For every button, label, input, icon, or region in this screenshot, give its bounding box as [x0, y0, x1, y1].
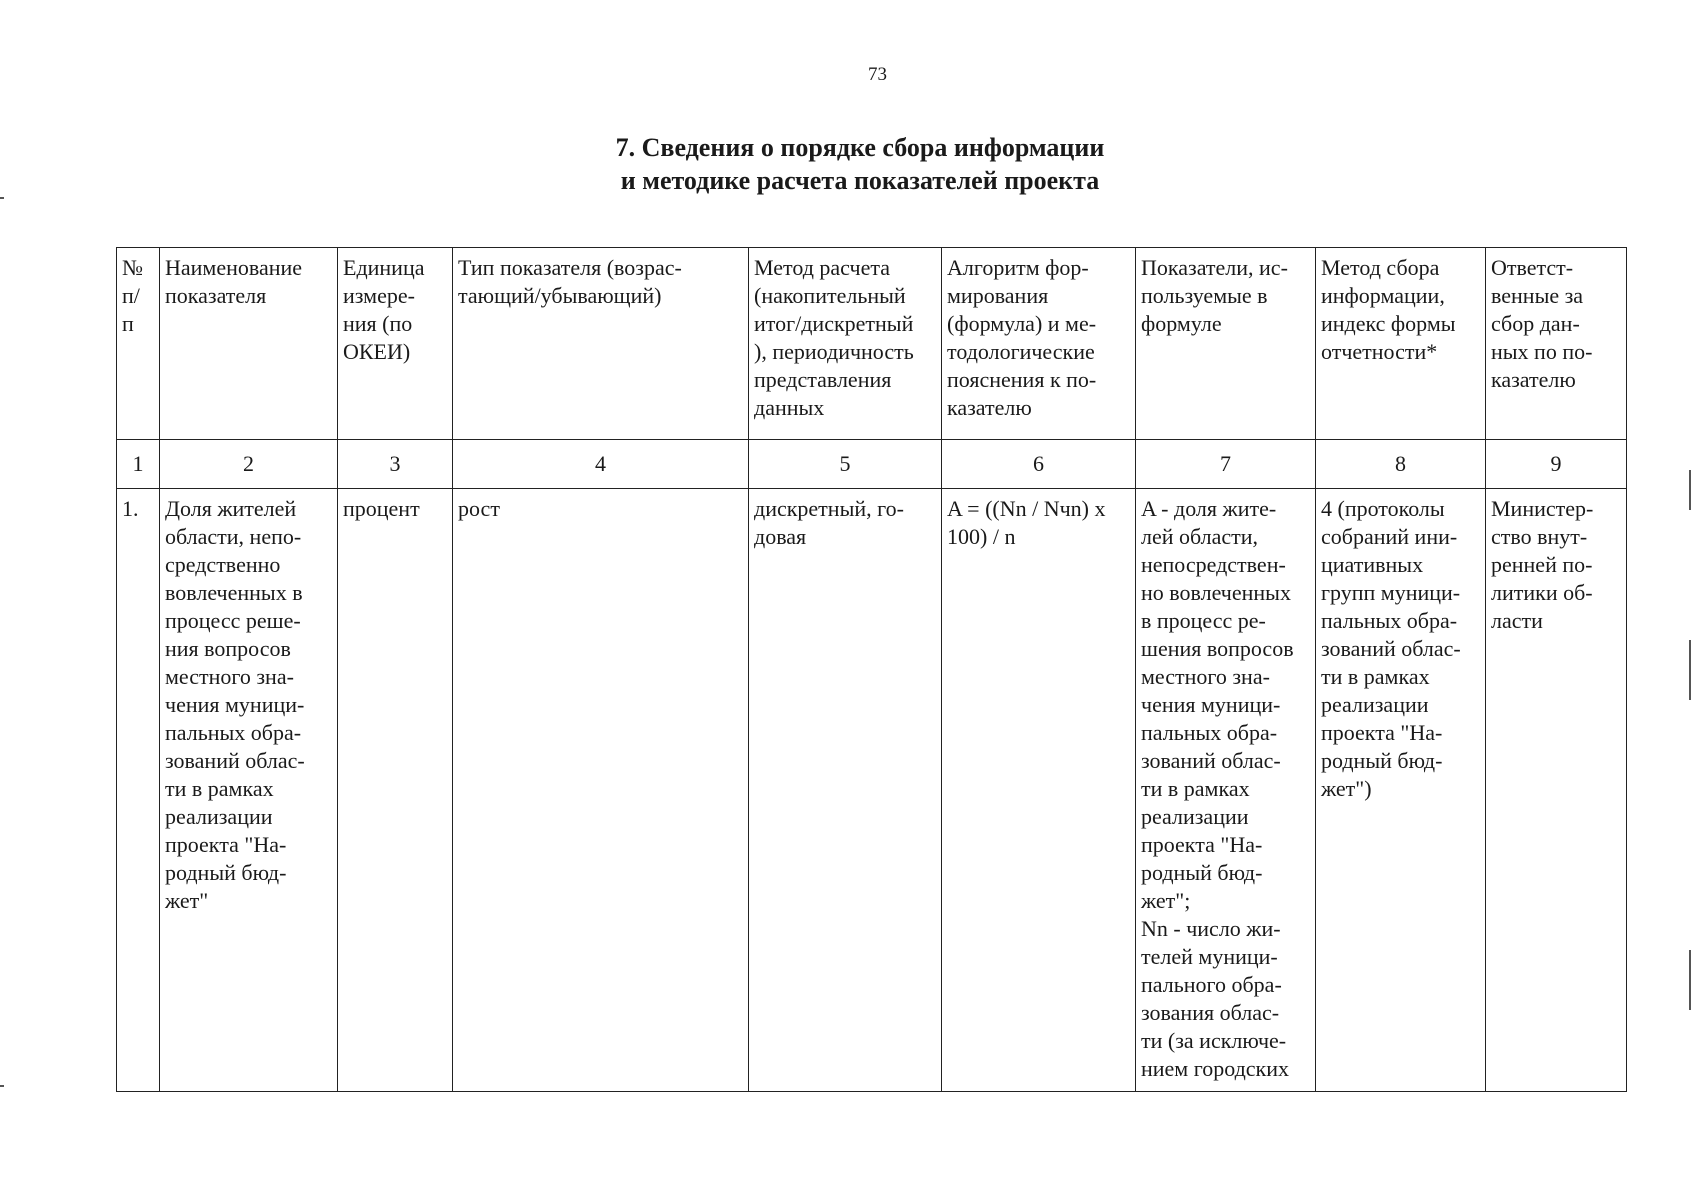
cell-line: зования облас-: [1141, 1000, 1280, 1025]
cell-line: ния вопросов: [165, 636, 291, 661]
cell-line: средственно: [165, 552, 281, 577]
cell-line: но вовлеченных: [1141, 580, 1291, 605]
cell-line: рост: [458, 496, 500, 521]
cell-line: пальных обра-: [1321, 608, 1458, 633]
cell-line: ти в рамках: [1141, 776, 1250, 801]
cell-line: Алгоритм фор-: [947, 255, 1089, 280]
cell-line: Тип показателя (возрас-: [458, 255, 682, 280]
cell-line: формуле: [1141, 311, 1222, 336]
cell-line: п/: [122, 283, 140, 308]
formula-indicators: [1136, 489, 1316, 1092]
cell-line: измере-: [343, 283, 415, 308]
cell-line: довая: [754, 524, 807, 549]
cell-line: жет": [165, 888, 209, 913]
indicator-name: [160, 489, 338, 1092]
cell-line: шения вопросов: [1141, 636, 1294, 661]
cell-line: процент: [343, 496, 420, 521]
cell-line: показателя: [165, 283, 267, 308]
cell-line: Показатели, ис-: [1141, 255, 1288, 280]
cell-line: проекта "На-: [1141, 832, 1263, 857]
header-cell: [338, 248, 453, 440]
cell-line: Метод сбора: [1321, 255, 1440, 280]
cell-line: процесс реше-: [165, 608, 301, 633]
scan-edge-mark: [0, 1085, 4, 1087]
cell-line: дискретный, го-: [754, 496, 904, 521]
cell-line: Метод расчета: [754, 255, 890, 280]
indicator-type: [453, 489, 749, 1092]
cell-line: мирования: [947, 283, 1049, 308]
cell-line: телей муници-: [1141, 944, 1278, 969]
cell-line: ти в рамках: [165, 776, 274, 801]
column-number: 6: [942, 440, 1136, 489]
section-title-line-1: 7. Сведения о порядке сбора информации: [615, 133, 1105, 162]
cell-line: родный бюд-: [165, 860, 287, 885]
cell-line: отчетности*: [1321, 339, 1438, 364]
cell-line: зований облас-: [165, 748, 305, 773]
column-number: 4: [453, 440, 749, 489]
header-cell: [160, 248, 338, 440]
cell-line: индекс формы: [1321, 311, 1456, 336]
cell-line: пальных обра-: [165, 720, 302, 745]
cell-line: итог/дискретный: [754, 311, 914, 336]
cell-line: казателю: [1491, 367, 1576, 392]
scan-edge-mark: [1689, 470, 1691, 510]
cell-line: ), периодичность: [754, 339, 914, 364]
cell-line: зований облас-: [1321, 636, 1461, 661]
cell-line: Министер-: [1491, 496, 1594, 521]
page-number: 73: [868, 64, 887, 85]
header-cell: [942, 248, 1136, 440]
column-number: 9: [1486, 440, 1627, 489]
cell-line: A - доля жите-: [1141, 496, 1277, 521]
indicators-table: [116, 247, 1627, 1092]
cell-line: непосредствен-: [1141, 552, 1286, 577]
column-number: 3: [338, 440, 453, 489]
cell-line: вовлеченных в: [165, 580, 303, 605]
cell-line: групп муници-: [1321, 580, 1461, 605]
cell-line: данных: [754, 395, 825, 420]
cell-line: в процесс ре-: [1141, 608, 1266, 633]
scan-edge-mark: [0, 197, 4, 199]
cell-line: п: [122, 311, 134, 336]
cell-line: чения муници-: [1141, 692, 1281, 717]
cell-line: местного зна-: [165, 664, 294, 689]
table-header-row: [117, 248, 1627, 440]
cell-line: 4 (протоколы: [1321, 496, 1445, 521]
column-number: 5: [749, 440, 942, 489]
cell-line: родный бюд-: [1141, 860, 1263, 885]
header-cell: [1316, 248, 1486, 440]
cell-line: Доля жителей: [165, 496, 297, 521]
cell-line: Наименование: [165, 255, 303, 280]
cell-line: A = ((Nn / Nчn) x: [947, 496, 1106, 521]
calculation-method: [749, 489, 942, 1092]
cell-line: тодологические: [947, 339, 1095, 364]
cell-line: ОКЕИ): [343, 339, 411, 364]
cell-line: проекта "На-: [165, 832, 287, 857]
cell-line: ренней по-: [1491, 552, 1593, 577]
column-number: 1: [117, 440, 160, 489]
cell-line: ных по по-: [1491, 339, 1593, 364]
cell-line: жет"): [1321, 776, 1372, 801]
column-number: 7: [1136, 440, 1316, 489]
section-title: [560, 131, 1160, 197]
cell-line: тающий/убывающий): [458, 283, 662, 308]
cell-line: области, непо-: [165, 524, 302, 549]
cell-line: проекта "На-: [1321, 720, 1443, 745]
header-cell: [117, 248, 160, 440]
cell-line: реализации: [1141, 804, 1249, 829]
cell-line: ти в рамках: [1321, 664, 1430, 689]
cell-line: ласти: [1491, 608, 1543, 633]
cell-line: №: [122, 255, 143, 280]
cell-line: сбор дан-: [1491, 311, 1580, 336]
cell-line: чения муници-: [165, 692, 305, 717]
collection-method: [1316, 489, 1486, 1092]
cell-line: венные за: [1491, 283, 1584, 308]
header-cell: [1486, 248, 1627, 440]
cell-line: реализации: [165, 804, 273, 829]
scan-edge-mark: [1689, 950, 1691, 1010]
cell-line: представления: [754, 367, 892, 392]
cell-line: пальных обра-: [1141, 720, 1278, 745]
cell-line: циативных: [1321, 552, 1424, 577]
cell-line: Единица: [343, 255, 425, 280]
table-row: [117, 489, 1627, 1092]
cell-line: литики об-: [1491, 580, 1593, 605]
cell-line: 1.: [122, 496, 139, 521]
cell-line: пального обра-: [1141, 972, 1282, 997]
cell-line: пояснения к по-: [947, 367, 1097, 392]
cell-line: Nn - число жи-: [1141, 916, 1281, 941]
section-title-line-2: и методике расчета показателей проекта: [620, 166, 1100, 195]
indicator-unit: [338, 489, 453, 1092]
column-number: 8: [1316, 440, 1486, 489]
cell-line: ния (по: [343, 311, 413, 336]
column-number-row: [117, 440, 1627, 489]
responsible-party: [1486, 489, 1627, 1092]
cell-line: ство внут-: [1491, 524, 1588, 549]
cell-line: информации,: [1321, 283, 1445, 308]
cell-line: 100) / n: [947, 524, 1016, 549]
cell-line: реализации: [1321, 692, 1429, 717]
cell-line: (накопительный: [754, 283, 906, 308]
cell-line: Ответст-: [1491, 255, 1574, 280]
header-cell: [749, 248, 942, 440]
cell-line: местного зна-: [1141, 664, 1270, 689]
cell-line: собраний ини-: [1321, 524, 1458, 549]
cell-line: ти (за исключе-: [1141, 1028, 1287, 1053]
cell-line: (формула) и ме-: [947, 311, 1097, 336]
row-number: [117, 489, 160, 1092]
cell-line: лей области,: [1141, 524, 1259, 549]
cell-line: нием городских: [1141, 1056, 1289, 1081]
cell-line: казателю: [947, 395, 1032, 420]
column-number: 2: [160, 440, 338, 489]
scan-edge-mark: [1689, 640, 1691, 700]
header-cell: [1136, 248, 1316, 440]
formula: [942, 489, 1136, 1092]
cell-line: пользуемые в: [1141, 283, 1268, 308]
header-cell: [453, 248, 749, 440]
cell-line: жет";: [1141, 888, 1191, 913]
cell-line: зований облас-: [1141, 748, 1281, 773]
cell-line: родный бюд-: [1321, 748, 1443, 773]
